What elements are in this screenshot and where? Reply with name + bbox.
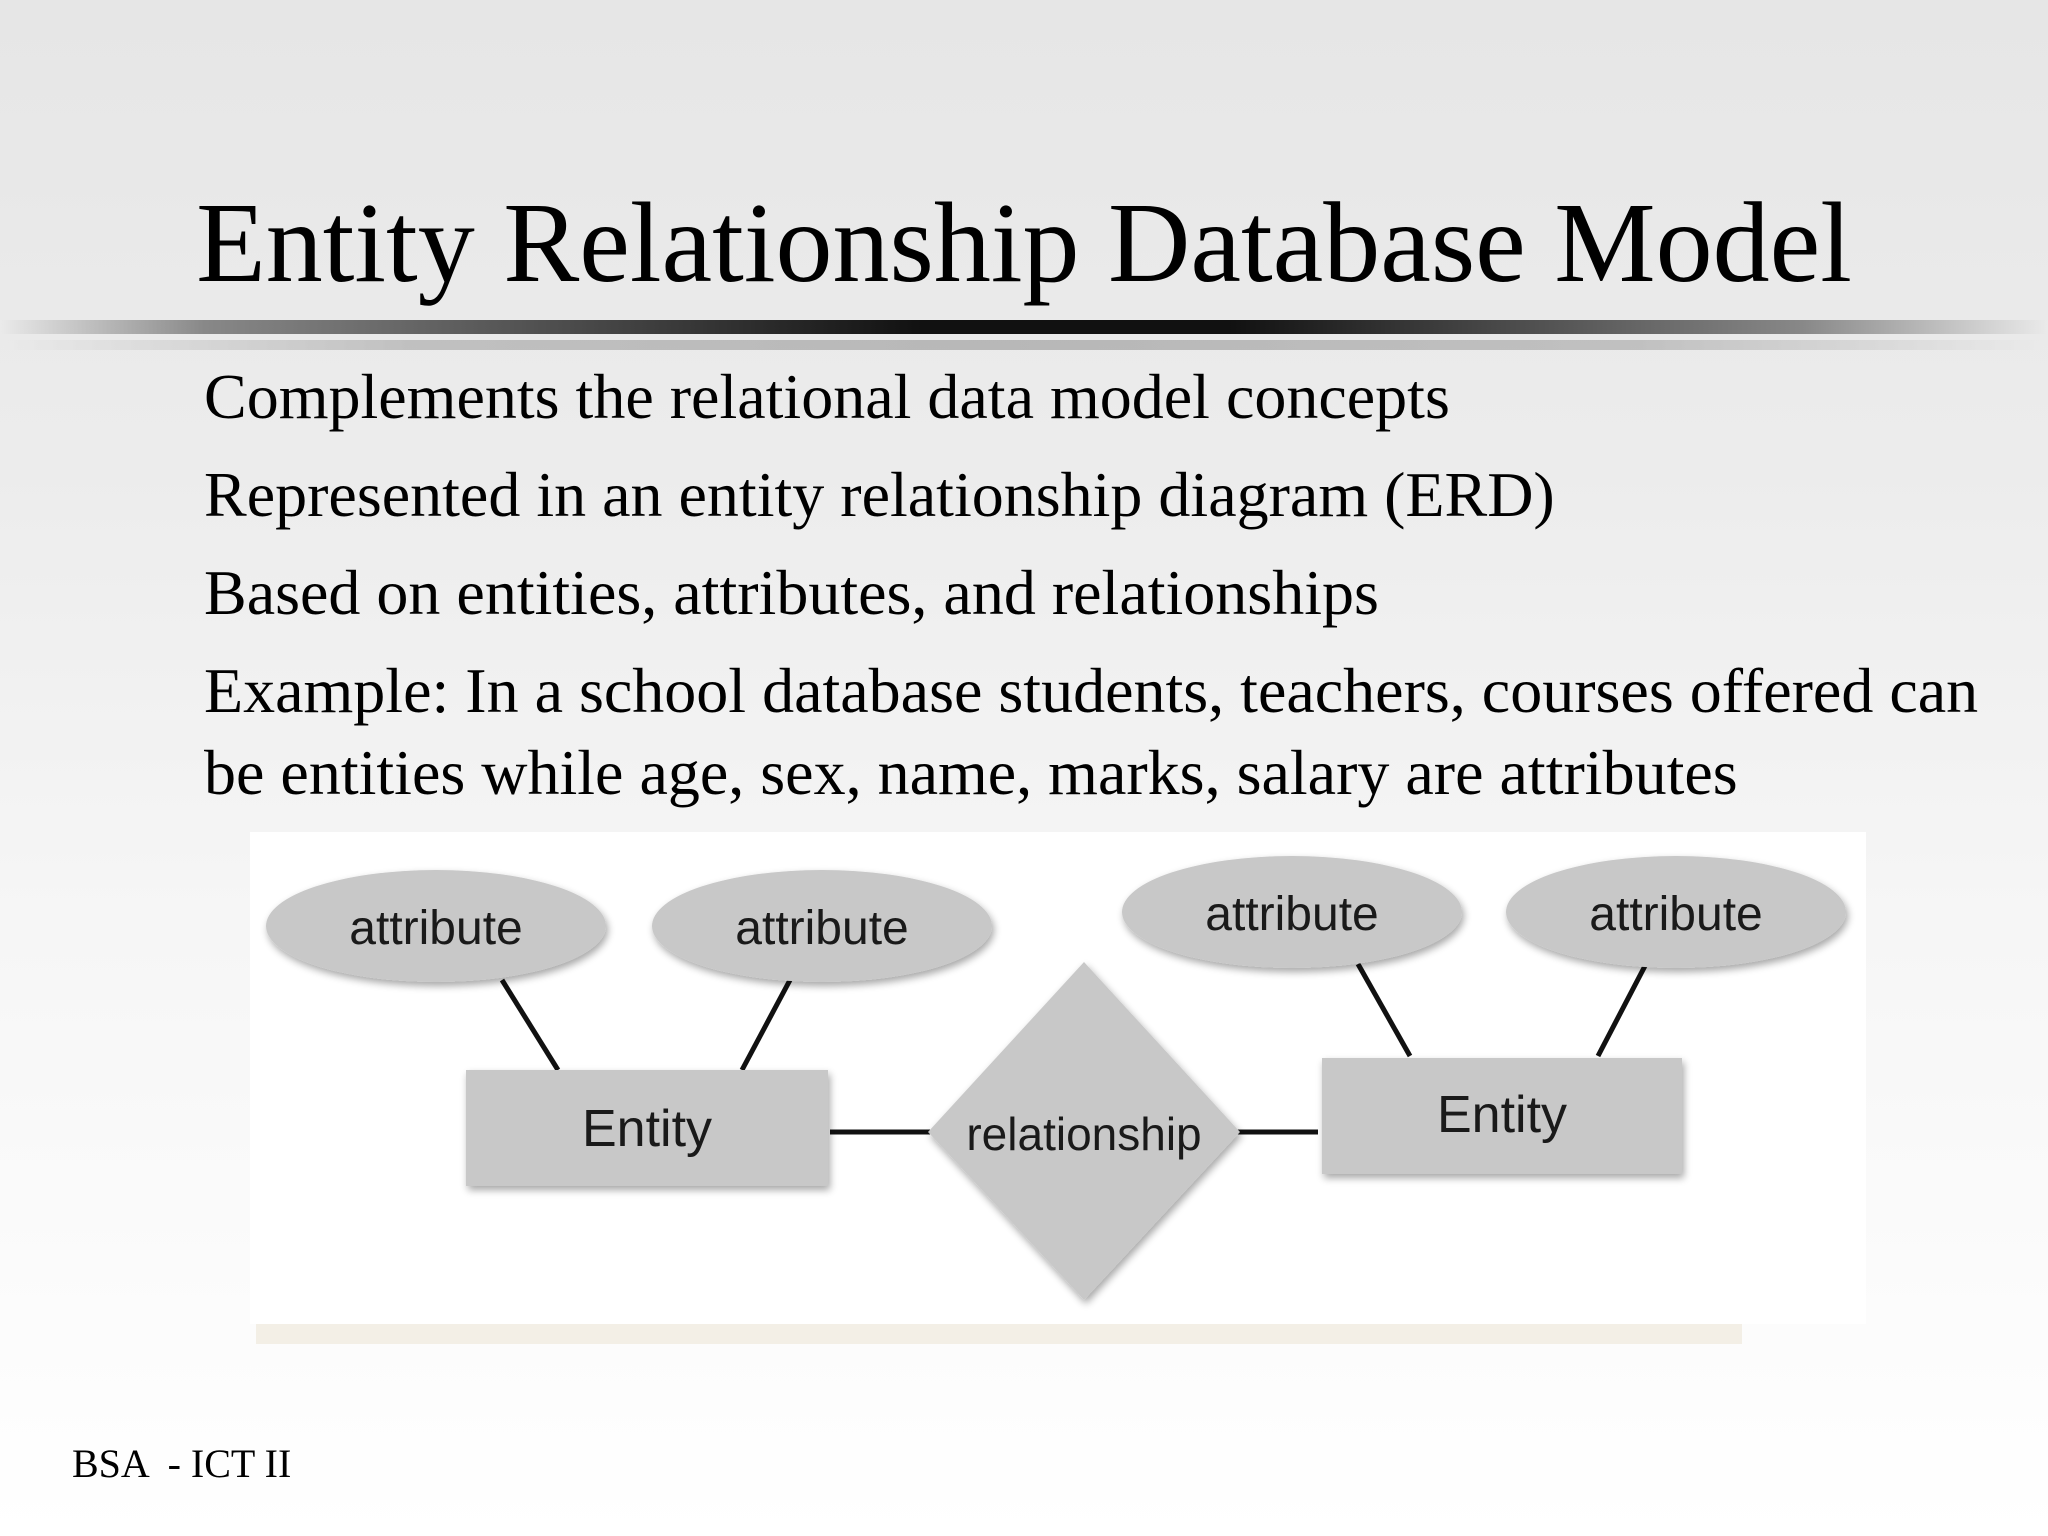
connector-line: [742, 980, 790, 1070]
attribute-shape: [1506, 856, 1846, 968]
relationship-shape: [928, 962, 1240, 1300]
title-underline: [0, 320, 2048, 334]
bullet-item: Based on entities, attributes, and relationships: [204, 557, 1379, 628]
attribute-shape: [652, 870, 992, 982]
connector-line: [1358, 964, 1410, 1056]
attribute-label: attribute: [1205, 888, 1379, 941]
entity-label: Entity: [1436, 1086, 1568, 1144]
attribute-label: attribute: [735, 902, 909, 955]
slide-title: Entity Relationship Database Model: [196, 179, 1852, 306]
connector-line: [1598, 964, 1646, 1056]
attribute-shape: [266, 870, 606, 982]
bullet-item: Complements the relational data model concepts: [204, 361, 1450, 432]
attribute-label: attribute: [349, 902, 523, 955]
bullet-item: Example: In a school database students, teachers, courses offered can be entities while age, sex, name, marks, salary are attributes: [204, 655, 1979, 808]
relationship-label: relationship: [966, 1108, 1202, 1160]
entity-shape: [1322, 1058, 1682, 1174]
erd-diagram: [250, 832, 1866, 1324]
entity-shape: [466, 1070, 828, 1186]
attribute-shape: [1122, 856, 1462, 968]
connector-line: [502, 980, 558, 1070]
attribute-label: attribute: [1589, 888, 1763, 941]
slide-footer: BSA - ICT II: [72, 1441, 292, 1486]
title-underline-shadow: [0, 340, 2048, 350]
bullet-list: [204, 356, 2024, 830]
diagram-bottom-bar: [256, 1324, 1742, 1344]
bullet-item: Represented in an entity relationship diagram (ERD): [204, 459, 1555, 530]
erd-diagram-svg: [250, 832, 1866, 1324]
entity-label: Entity: [581, 1100, 713, 1158]
